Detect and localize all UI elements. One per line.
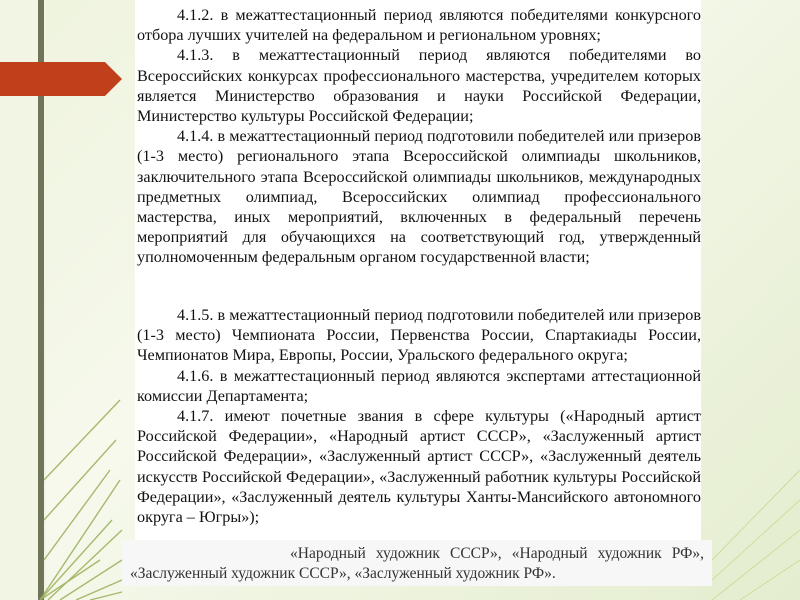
document-block-1 (135, 0, 701, 300)
clause-4-1-4: 4.1.4. в межаттестационный период подготовили победителей или призеров (1-3 место) регионального этапа Всероссийской олимпиады школьников, заключительного этапа Всероссийской олимпиады школьников, международных предметных олимпиад, Всероссийских олимпиад профессионального мастерства, иных мероприятий, включенных в федеральный перечень мероприятий для обучающихся на соответствующий год, утвержденный уполномоченным федеральным органом государственной власти; (137, 127, 701, 267)
clause-4-1-3: 4.1.3. в межаттестационный период являются победителями во Всероссийских конкурсах профессионального мастерства, учредителем которых является Министерство образования и науки Российской Федерации, Министерство культуры Российской Федерации; (137, 46, 701, 126)
clause-continuation: «Народный художник СССР», «Народный художник РФ», «Заслуженный художник СССР», «Заслуженный художник РФ». (130, 545, 704, 582)
document-block-2 (135, 300, 701, 540)
clause-4-1-6: 4.1.6. в межаттестационный период являются экспертами аттестационной комиссии Департамента; (137, 366, 701, 405)
clause-4-1-2: 4.1.2. в межаттестационный период являются победителями конкурсного отбора лучших учителей на федеральном и региональном уровнях; (137, 6, 701, 45)
clause-4-1-7: 4.1.7. имеют почетные звания в сфере культуры («Народный артист Российской Федерации», «Народный артист СССР», «Заслуженный артист Российской Федерации», «Заслуженный артист СССР», «Заслуженный деятель искусств Российской Федерации», «Заслуженный работник культуры Российской Федерации», «Заслуженный деятель культуры Ханты-Мансийского автономного округа – Югры»); (137, 407, 701, 527)
clause-4-1-5: 4.1.5. в межаттестационный период подготовили победителей или призеров (1-3 место) Чемпионата России, Первенства России, Спартакиады России, Чемпионатов Мира, Европы, России, Уральского федерального округа; (137, 306, 701, 365)
document-block-3 (122, 540, 712, 586)
red-arrow-marker (0, 62, 122, 96)
